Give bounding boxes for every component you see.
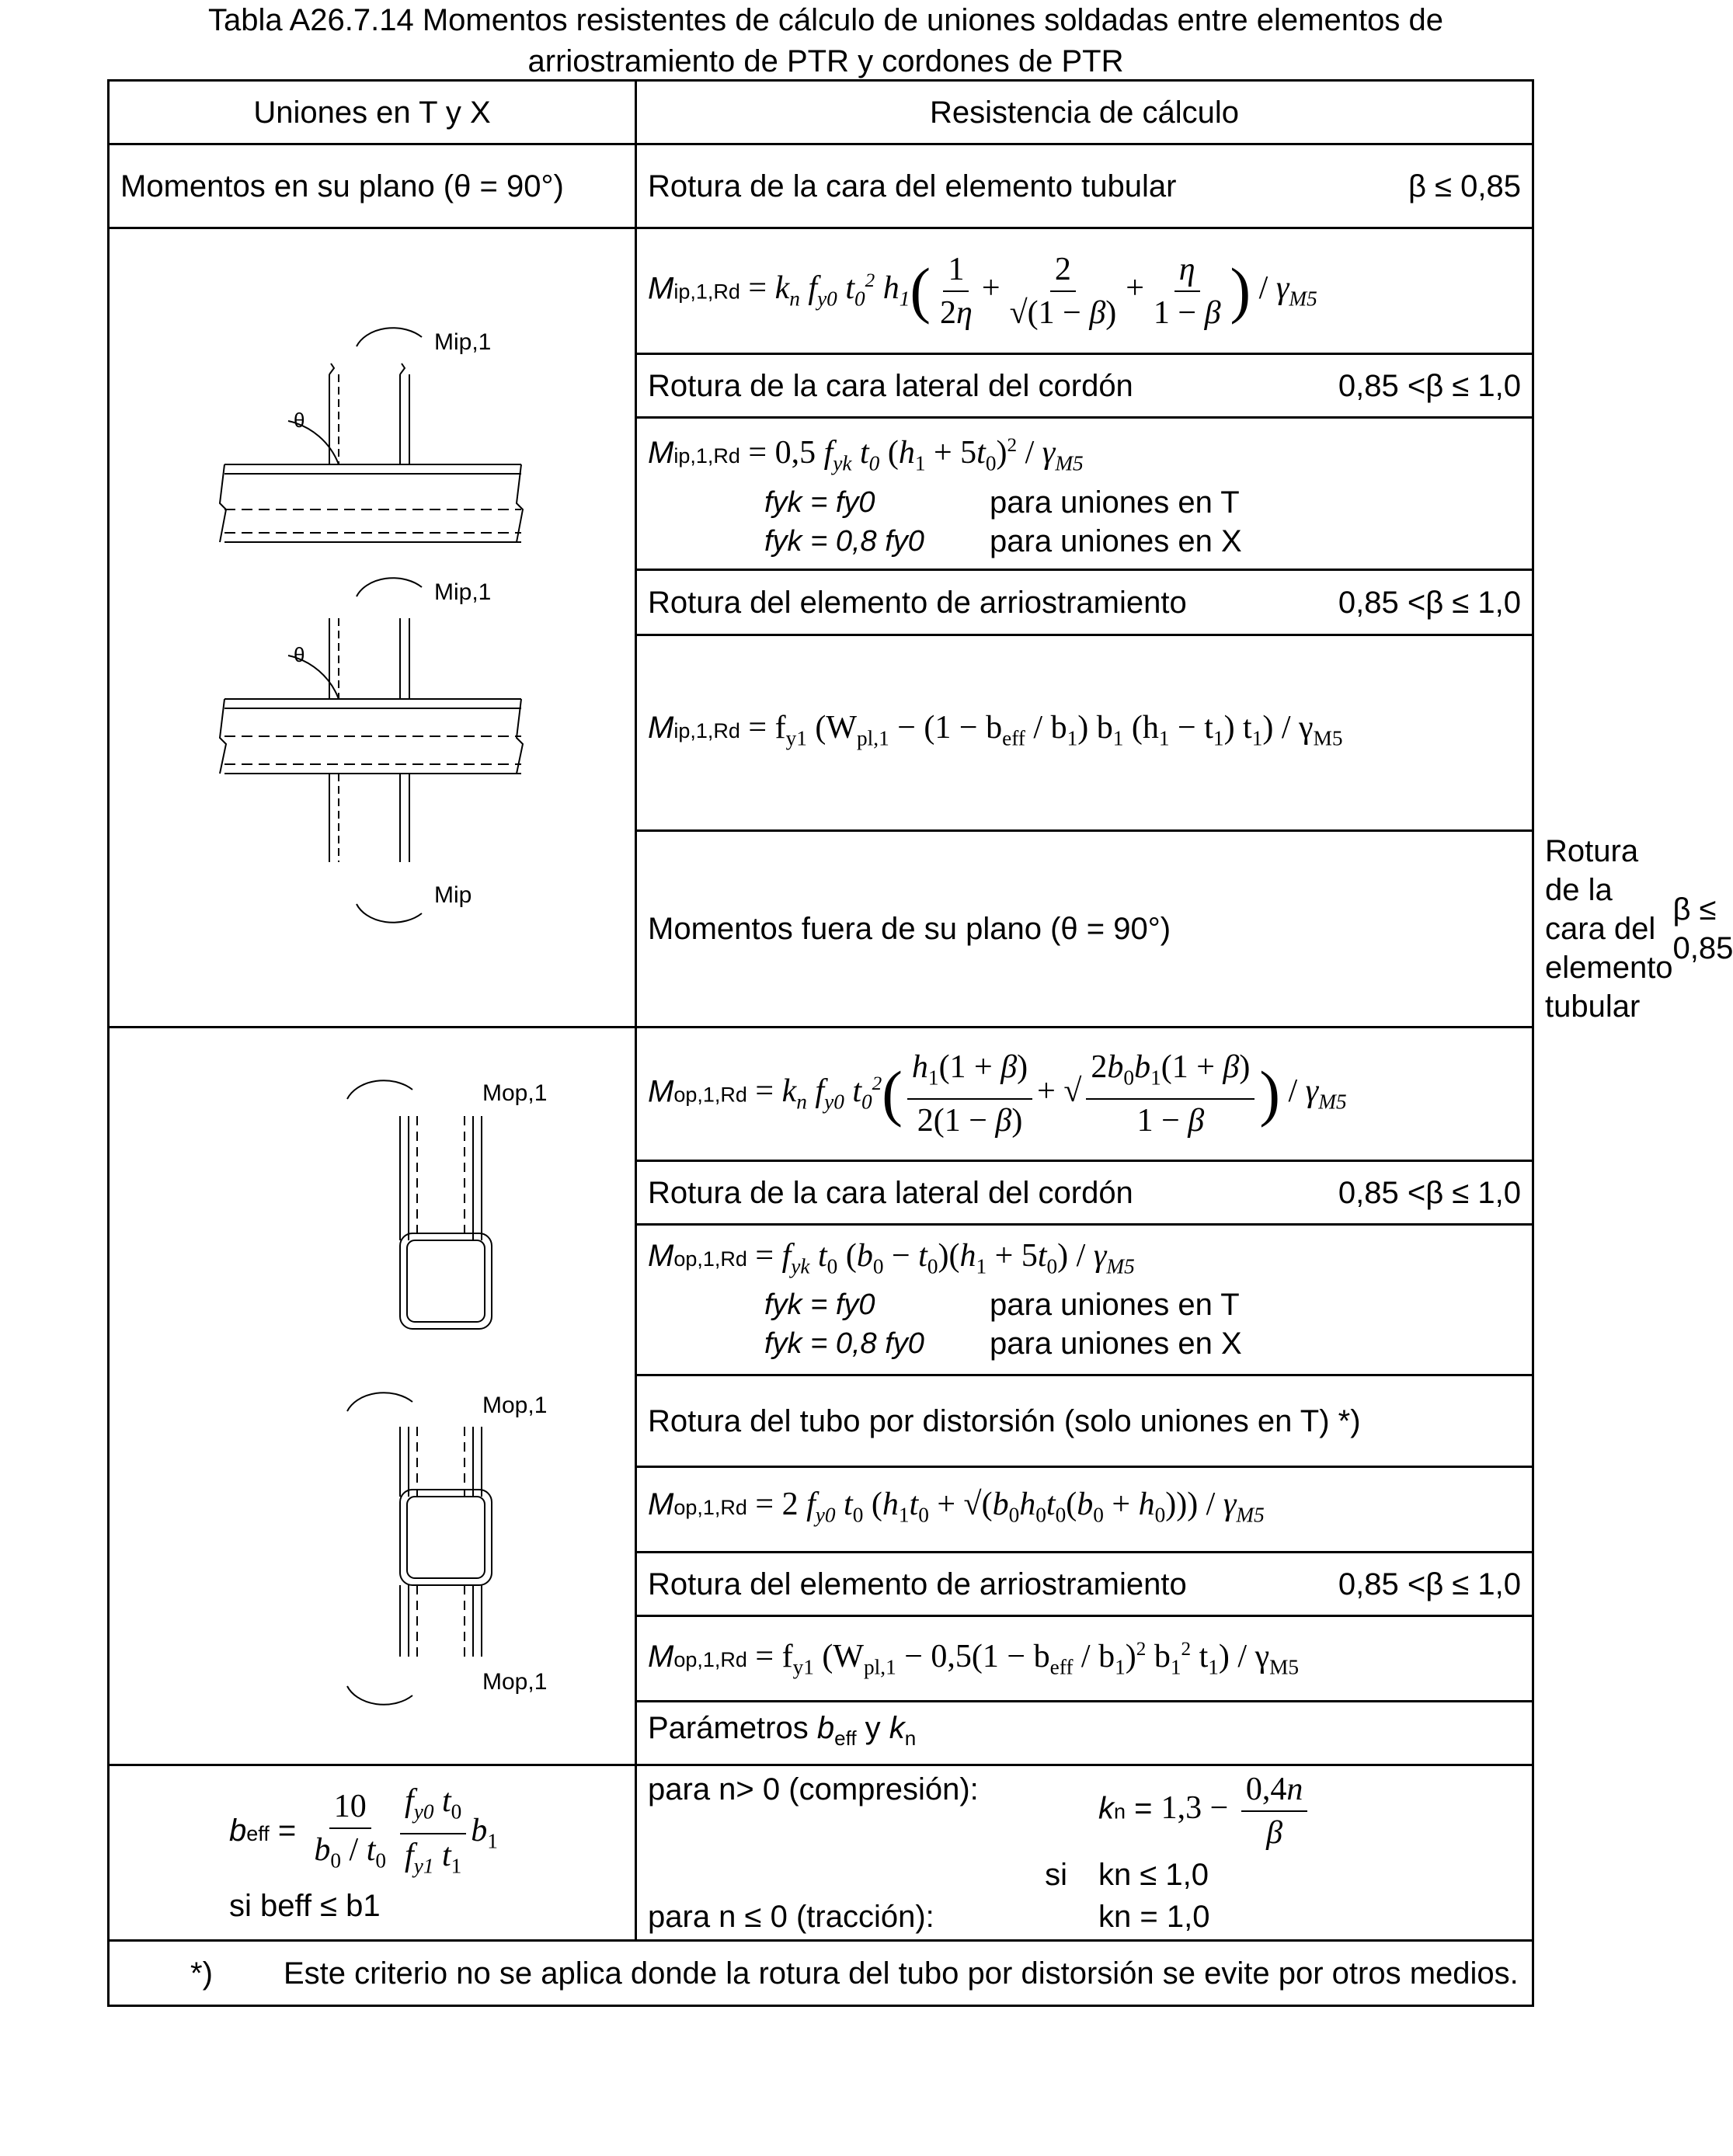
footnote-text: Este criterio no se aplica donde la rotura del tubo por distorsión se evite por otros medios. bbox=[284, 1956, 1519, 1991]
moment-label-op1-top: Mop,1 bbox=[482, 1080, 548, 1106]
case-condition: β ≤ 0,85 bbox=[1408, 169, 1521, 203]
formula-op-1: $Mop,1,Rd = k_n$ $f_{y0}$ $t_0^2$( $\frac{h_1(1 + \beta)}{2(1 - \beta)}$ + √ $\frac{2b_0b_1(1 + \beta)}{1 - \beta}$ ) / $\gamma_{M5}$ bbox=[636, 1028, 1533, 1161]
fyk-table-op: fyk = fy0 para uniones en T fyk = 0,8 fy0 para uniones en X bbox=[764, 1288, 1242, 1361]
header-row bbox=[109, 81, 1533, 144]
in-plane-label: Momentos en su plano (θ = 90°) bbox=[109, 144, 636, 228]
angle-label-2: θ bbox=[294, 643, 305, 666]
footnote-mark: *) bbox=[190, 1956, 213, 1991]
compression-label: para n> 0 (compresión): bbox=[648, 1772, 979, 1807]
in-plane-drawing-cell bbox=[109, 228, 636, 1028]
formula-op-3: Mop,1,Rd = 2 $f_{y0}$ $t_0$ $(h_1t_0 + √(b_0h_0t_0(b_0 + h_0))) / \gamma_{M5}$ bbox=[636, 1467, 1533, 1553]
moment-label-op1-mid: Mop,1 bbox=[482, 1392, 548, 1418]
formula-op-2: $Mop,1,Rd = f_{yk}$ $t_0$ $(b_0 - t_0)(h_1 + 5t_0) / \gamma_{M5}$ fyk = fy0 para uniones en T fyk = 0,8 fy0 para uniones en X bbox=[636, 1225, 1533, 1375]
out-plane-row: Momentos fuera de su plano (θ = 90°) Rotura de la cara del elemento tubular β ≤ 0,85 bbox=[109, 831, 1533, 1028]
case-op-3-header: Rotura del tubo por distorsión (solo uniones en T) *) bbox=[648, 1403, 1361, 1438]
kn-tension: kn = 1,0 bbox=[1098, 1899, 1210, 1934]
footnote-row bbox=[109, 1941, 1533, 2006]
moment-label-op1-bottom: Mop,1 bbox=[482, 1668, 548, 1695]
fyk-table-ip: fyk = fy0 para uniones en T fyk = 0,8 fy0 para uniones en X bbox=[764, 485, 1242, 558]
formula-row bbox=[109, 228, 1533, 354]
formula-ip-2: Mip,1,Rd = 0,5 $f_{yk}$ $t_0$ $(h_1 + 5t_0)^2 / \gamma_{M5}$ fyk = fy0 para uniones en T fyk = 0,8 fy0 para uniones en X bbox=[636, 418, 1533, 570]
kn-limit: kn ≤ 1,0 bbox=[1098, 1857, 1209, 1892]
params-label: Parámetros $b_{eff}$ y $k_n$ bbox=[636, 1702, 1533, 1765]
table-title bbox=[0, 0, 1651, 82]
case-op-2-header: Rotura de la cara lateral del cordón 0,85 <β ≤ 1,0 bbox=[648, 1175, 1521, 1210]
moment-label-ip-bottom: Mip bbox=[434, 882, 472, 908]
title-line-2: arriostramiento de PTR y cordones de PTR bbox=[527, 44, 1124, 78]
formula-row bbox=[109, 1028, 1533, 1161]
resistance-table bbox=[107, 79, 1733, 2007]
si-label: si bbox=[1045, 1857, 1067, 1892]
header-col-2: Resistencia de cálculo bbox=[636, 81, 1533, 144]
header-col-1: Uniones en T y X bbox=[109, 81, 636, 144]
out-plane-label: Momentos fuera de su plano (θ = 90°) bbox=[636, 831, 1533, 1028]
angle-label-1: θ bbox=[294, 409, 305, 432]
in-plane-row bbox=[109, 144, 1533, 228]
case-ip-1-header bbox=[648, 167, 1521, 206]
formula-ip-1: $Mip,1,Rd = k_n$ $f_{y0}$ $t_0^2$ $h_1$( $\frac{1}{2\eta}$ + $\frac{2}{√(1 - \beta)}$ + $\frac{\eta}{1 - \beta}$ ) / $\gamma_{M5}$ bbox=[636, 228, 1533, 354]
beff-formula-cell: beff = $\frac{10}{b_0 / t_0}$ $\frac{f_{y0} t_0}{f_{y1} t_1}$ $b_1$ si beff ≤ b1 bbox=[109, 1765, 636, 1941]
tension-label: para n ≤ 0 (tracción): bbox=[648, 1899, 934, 1934]
case-ip-2-header: Rotura de la cara lateral del cordón 0,85 <β ≤ 1,0 bbox=[648, 368, 1521, 403]
out-plane-drawing-cell bbox=[109, 1028, 636, 1765]
moment-label-ip1-top: Mip,1 bbox=[434, 329, 492, 355]
case-title: Rotura de la cara del elemento tubular bbox=[648, 169, 1177, 203]
footnote-cell bbox=[109, 1941, 1533, 2006]
out-plane-joint-drawing bbox=[110, 1054, 637, 1730]
in-plane-joint-drawing bbox=[110, 318, 637, 927]
title-line-1: Tabla A26.7.14 Momentos resistentes de cálculo de uniones soldadas entre elementos de bbox=[208, 3, 1443, 37]
formula-ip-3: $Mip,1,Rd = f_{y1}$ ($W_{pl,1} - (1 - b_{eff} / b_1)$ $b_1$ $(h_1 - t_1)$ $t_1) / \gamma_{M5}$ bbox=[636, 635, 1533, 831]
beff-condition: si beff ≤ b1 bbox=[229, 1888, 381, 1923]
params-formulas-row bbox=[109, 1765, 1533, 1941]
case-ip-3-header: Rotura del elemento de arriostramiento 0,85 <β ≤ 1,0 bbox=[648, 585, 1521, 620]
moment-label-ip1-mid: Mip,1 bbox=[434, 579, 492, 605]
case-op-4-header: Rotura del elemento de arriostramiento 0,85 <β ≤ 1,0 bbox=[648, 1567, 1521, 1601]
formula-op-4: $Mop,1,Rd = f_{y1}$ ($W_{pl,1} - 0,5(1 - b_{eff} / b_1)^2$ $b_1^2$ $t_1) / \gamma_{M5}$ bbox=[636, 1616, 1533, 1702]
kn-formula-cell: para n> 0 (compresión): kn = 1,3 − $\frac{0,4n}{\beta}$ si kn ≤ 1,0 para n ≤ 0 (tracción): kn = 1,0 bbox=[636, 1765, 1533, 1941]
